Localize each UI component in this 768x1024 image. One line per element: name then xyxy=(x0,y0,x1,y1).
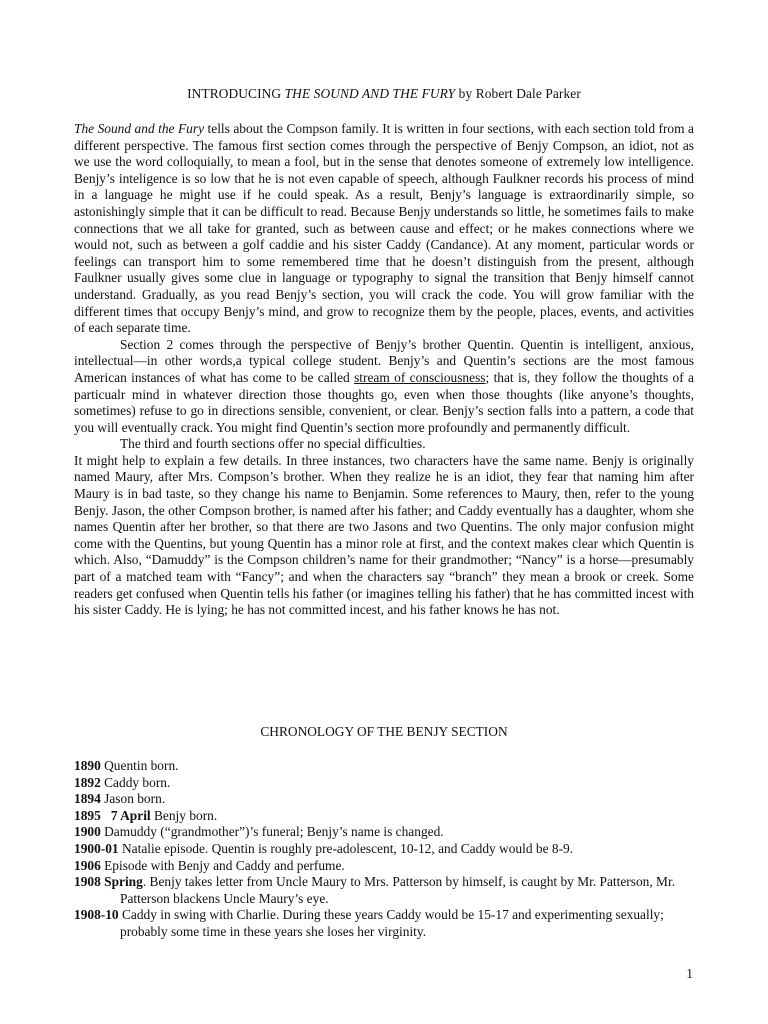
chronology-entry xyxy=(74,824,694,841)
title-prefix: INTRODUCING xyxy=(187,86,285,101)
chronology-year: 1906 xyxy=(74,857,101,873)
intro-paragraph-2 xyxy=(74,337,694,437)
chronology-entry xyxy=(74,858,694,875)
chronology-year: 1900 xyxy=(74,824,101,840)
chronology-event: Caddy in swing with Charlie. During these years Caddy would be 15-17 and experimenting sexually; probably some time in these years she loses her virginity. xyxy=(118,907,664,939)
chronology-event: . Benjy takes letter from Uncle Maury to Mrs. Patterson by himself, is caught by Mr. Patterson, Mr. Patterson blackens Uncle Maury’s eye. xyxy=(120,874,676,906)
chronology-heading: CHRONOLOGY OF THE BENJY SECTION xyxy=(260,724,508,739)
chronology-entry xyxy=(74,874,694,907)
chronology-year: 1900-01 xyxy=(74,840,119,856)
chronology-event: Caddy born. xyxy=(100,774,171,790)
intro-paragraph-1 xyxy=(74,121,694,337)
chronology-entry xyxy=(74,758,694,775)
intro-paragraph-4: It might help to explain a few details. In three instances, two characters have the same name. Benjy is originally named Maury, after Mrs. Compson’s brother. When they realize he is an idiot, they fear that naming him after Maury is in bad taste, so they change his name to Benjamin. Some references to Maury, then, refer to the young Benjy. Jason, the other Compson brother, is named after his father; and Caddy eventually has a daughter, whom she names Quentin after her brother, so that there are two Jasons and two Quentins. The only major confusion might come with the Quentins, but young Quentin has a minor role at first, and the context makes clear which Quentin is which. Also, “Damuddy” is the Compson children’s name for their grandmother; “Nancy” is a horse—presumably part of a matched team with “Fancy”; and when the characters say “branch” they mean a brook or creek. Some readers get confused when Quentin tells his father (or imagines telling his father) that he has committed incest with his sister Caddy. He is lying; he has not committed incest, and his father knows he has not. xyxy=(74,452,694,618)
title-book-name: THE SOUND AND THE FURY xyxy=(284,86,456,101)
chronology-event: Jason born. xyxy=(100,791,166,807)
chronology-event: Natalie episode. Quentin is roughly pre-adolescent, 10-12, and Caddy would be 8-9. xyxy=(118,840,574,856)
chronology-year: 1894 xyxy=(74,791,101,807)
chronology-event: Episode with Benjy and Caddy and perfume. xyxy=(100,857,345,873)
page-number: 1 xyxy=(686,966,693,981)
chronology-year: 1892 xyxy=(74,774,101,790)
chronology-event: Quentin born. xyxy=(100,758,179,773)
chronology-year: 1908 Spring xyxy=(74,874,143,890)
chronology-year: 1908-10 xyxy=(74,907,119,923)
chronology-event: Damuddy (“grandmother”)’s funeral; Benjy’s name is changed. xyxy=(100,824,444,840)
chronology-entry xyxy=(74,841,694,858)
chronology-year: 1890 xyxy=(74,758,101,773)
book-title-italic: The Sound and the Fury xyxy=(74,121,205,136)
document-title xyxy=(0,86,768,103)
introduction-body xyxy=(74,121,694,619)
chronology-entry xyxy=(74,791,694,808)
intro-paragraph-2-text-a: Section 2 comes through the perspective of Benjy’s brother Quentin. Quentin is intelligent, anxious, intellectual—in other words,a typical college student. Benjy’s and Quentin’s sections are the most famous American instances of what has come to be called xyxy=(74,336,694,385)
chronology-entry xyxy=(74,907,694,940)
intro-paragraph-1-text: tells about the Compson family. It is written in four sections, with each section told from a different perspective. The famous first section comes through the perspective of Benjy Compson, an idiot, not as we use the word colloquially, to mean a fool, but in the sense that denotes someone of extremely low intelligence. Benjy’s inteligence is so low that he is not even capable of speech, although Faulkner records his process of mind in a language he might use if he could speak. As a result, Benjy’s language is extraordinarily simple, so astonishingly simple that it can be difficult to read. Because Benjy understands so little, he sometimes fails to make connections that we all take for granted, such as between cause and effect; or he makes connections where we would not, such as between a golf caddie and his sister Caddy (Candance). At any moment, particular words or feelings can transport him to some remembered time that he doesn’t distinguish from the present, although Faulkner usually gives some clue in language or typography to signal the transition that Benjy himself cannot understand. Gradually, as you read Benjy’s section, you will crack the code. You will grow familiar with the different times that occupy Benjy’s mind, and grow to recognize them by the people, places, events, and activities of each separate time. xyxy=(74,121,694,336)
chronology-list xyxy=(74,758,694,941)
title-author: by Robert Dale Parker xyxy=(455,86,581,101)
intro-paragraph-2-text-b: ; that is, they follow the thoughts of a particualr mind in whatever direction those thoughts go, even when those thoughts (like anyone’s thoughts, sometimes) refuse to go in directions sensible, convenient, or clear. Benjy’s section falls into a pattern, a code that you will eventually crack. You might find Quentin’s section more profoundly and permanently difficult. xyxy=(74,369,694,435)
stream-of-consciousness-term: stream of consciousness xyxy=(354,369,486,385)
chronology-event: Benjy born. xyxy=(150,807,218,823)
chronology-entry xyxy=(74,775,694,792)
intro-paragraph-3: The third and fourth sections offer no special difficulties. xyxy=(120,436,426,452)
chronology-entry xyxy=(74,808,694,825)
chronology-year: 1895 7 April xyxy=(74,807,151,823)
